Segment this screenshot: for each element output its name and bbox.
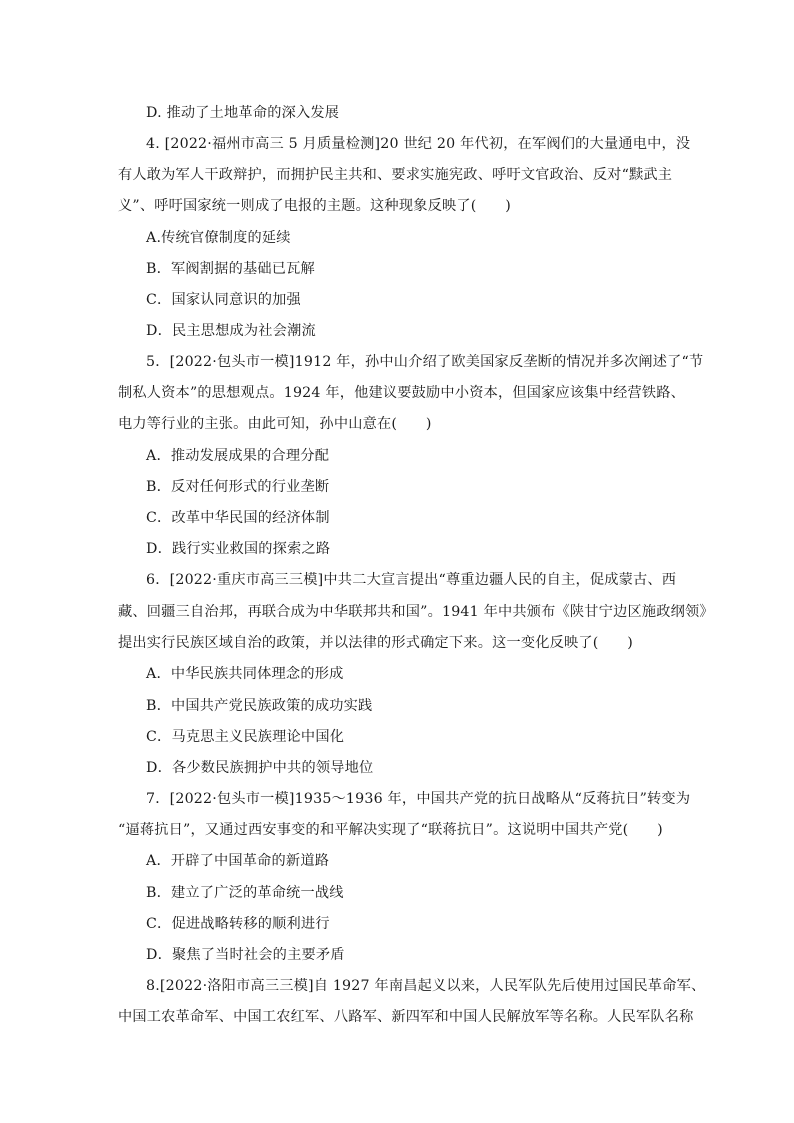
q7-stem-line-1: 7．[2022·包头市一模]1935～1936 年，中国共产党的抗日战略从“反蒋抗日”转变为	[146, 791, 691, 807]
q6-option-d: D．各少数民族拥护中共的领导地位	[146, 760, 374, 776]
q7-stem-line-2: “逼蒋抗日”，又通过西安事变的和平解决实现了“联蒋抗日”。这说明中国共产党( )	[118, 822, 663, 838]
q8-stem-line-2: 中国工农革命军、中国工农红军、八路军、新四军和中国人民解放军等名称。人民军队名称	[118, 1009, 694, 1025]
q7-option-b: B．建立了广泛的革命统一战线	[146, 885, 344, 901]
q6-stem-line-1: 6．[2022·重庆市高三三模]中共二大宣言提出“尊重边疆人民的自主，促成蒙古、西	[146, 572, 677, 588]
q5-option-a: A．推动发展成果的合理分配	[146, 448, 330, 464]
q4-option-b: B．军阀割据的基础已瓦解	[146, 261, 315, 277]
q7-option-a: A．开辟了中国革命的新道路	[146, 853, 330, 869]
q4-option-c: C．国家认同意识的加强	[146, 292, 301, 308]
q5-option-d: D．践行实业救国的探索之路	[146, 541, 331, 557]
q6-stem-line-3: 提出实行民族区域自治的政策，并以法律的形式确定下来。这一变化反映了( )	[118, 635, 634, 651]
q7-option-d: D．聚焦了当时社会的主要矛盾	[146, 947, 345, 963]
q4-stem-line-1: 4. [2022·福州市高三 5 月质量检测]20 世纪 20 年代初，在军阀们的大量通电中，没	[146, 136, 691, 152]
q4-stem-line-3: 义”、呼吁国家统一则成了电报的主题。这种现象反映了( )	[118, 198, 512, 214]
q5-stem-line-3: 电力等行业的主张。由此可知，孙中山意在( )	[118, 416, 432, 432]
q5-option-b: B．反对任何形式的行业垄断	[146, 479, 330, 495]
q5-stem-line-2: 制私人资本”的思想观点。1924 年，他建议要鼓励中小资本，但国家应该集中经营铁路、	[118, 385, 686, 401]
q5-stem-line-1: 5．[2022·包头市一模]1912 年，孙中山介绍了欧美国家反垄断的情况并多次阐述了“节	[146, 354, 704, 370]
q8-stem-line-1: 8.[2022·洛阳市高三三模]自 1927 年南昌起义以来，人民军队先后使用过国民革命军、	[146, 978, 706, 994]
q4-stem-line-2: 有人敢为军人干政辩护，而拥护民主共和、要求实施宪政、呼吁文官政治、反对“黩武主	[118, 167, 673, 183]
q6-option-a: A．中华民族共同体理念的形成	[146, 666, 344, 682]
q3-option-d: D. 推动了土地革命的深入发展	[146, 105, 340, 121]
q6-stem-line-2: 藏、回疆三自治邦，再联合成为中华联邦共和国”。1941 年中共颁布《陕甘宁边区施政纲领》	[118, 604, 714, 620]
q6-option-c: C．马克思主义民族理论中国化	[146, 729, 345, 745]
q4-option-d: D．民主思想成为社会潮流	[146, 323, 316, 339]
q5-option-c: C．改革中华民国的经济体制	[146, 510, 330, 526]
q7-option-c: C．促进战略转移的顺利进行	[146, 916, 330, 932]
q6-option-b: B．中国共产党民族政策的成功实践	[146, 698, 373, 714]
q4-option-a: A.传统官僚制度的延续	[146, 230, 291, 246]
